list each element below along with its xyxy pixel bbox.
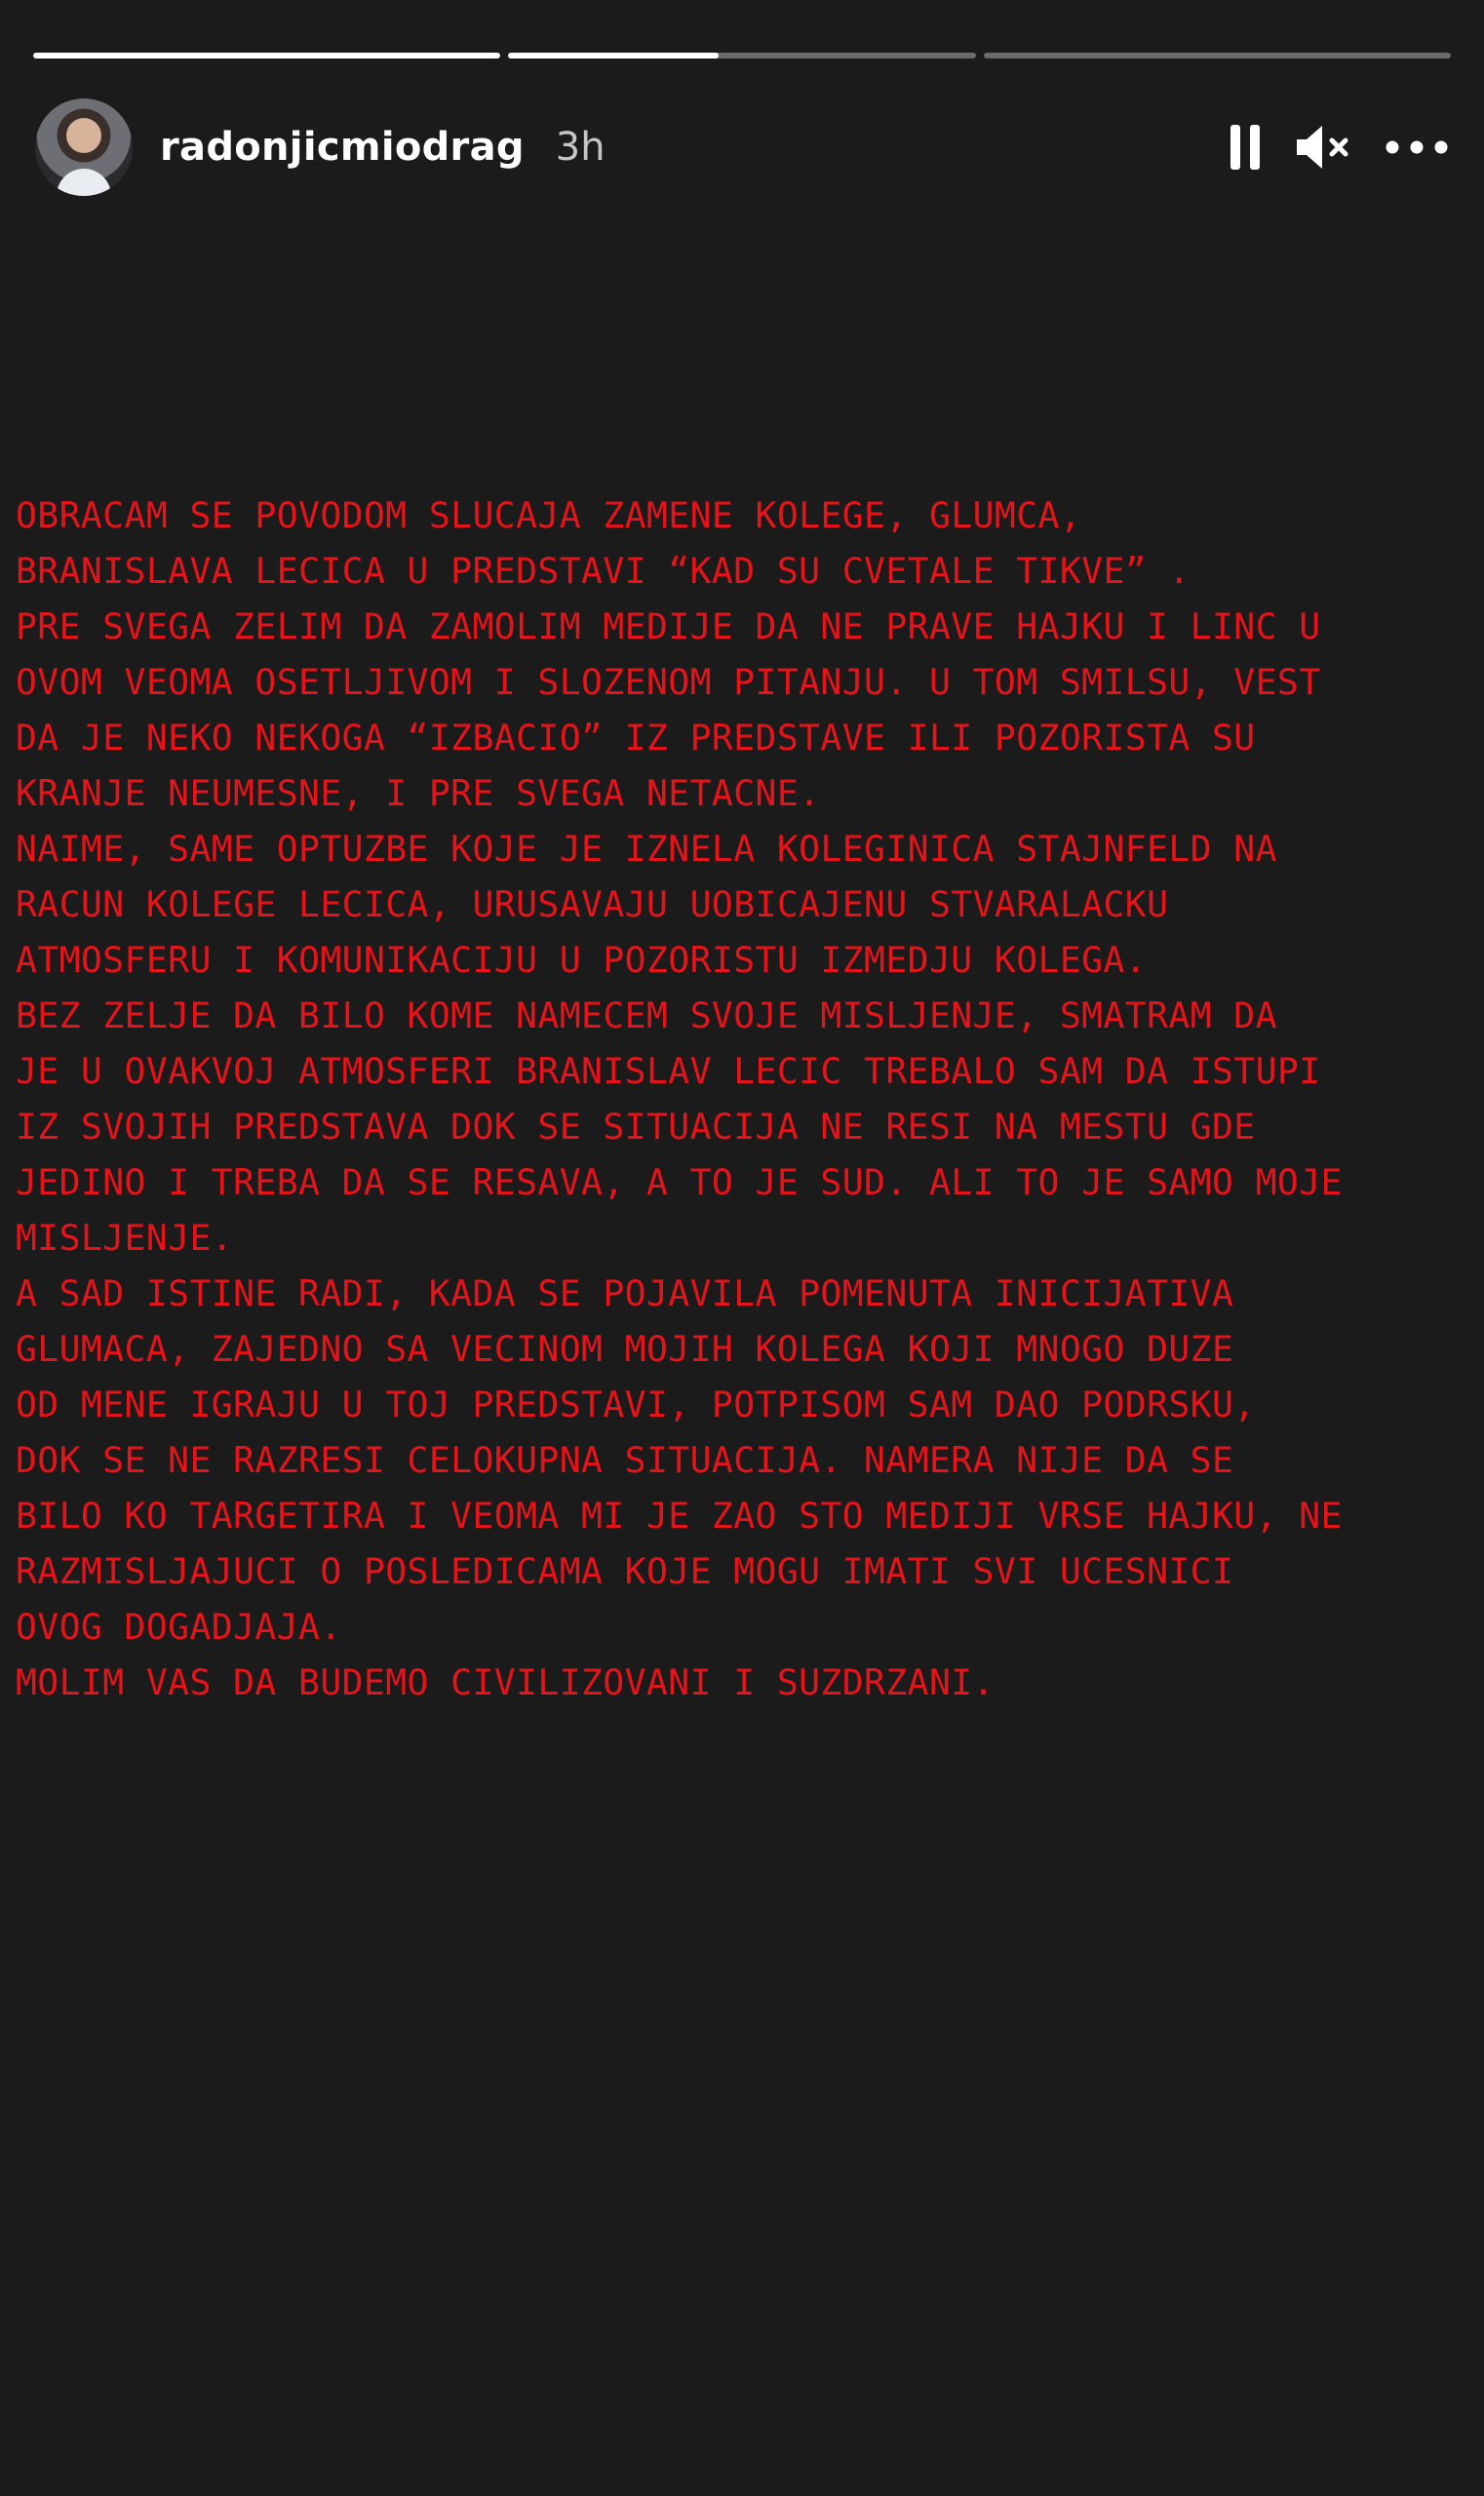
story-text-line: PRE SVEGA ZELIM DA ZAMOLIM MEDIJE DA NE PRAVE HAJKU I LINC U: [16, 605, 1321, 647]
story-text-line: ATMOSFERU I KOMUNIKACIJU U POZORISTU IZMEDJU KOLEGA.: [16, 939, 1148, 981]
story-text-line: JE U OVAKVOJ ATMOSFERI BRANISLAV LECIC TREBALO SAM DA ISTUPI: [16, 1050, 1321, 1092]
story-text-line: DOK SE NE RAZRESI CELOKUPNA SITUACIJA. NAMERA NIJE DA SE: [16, 1439, 1234, 1481]
post-time: 3h: [555, 125, 605, 170]
avatar[interactable]: [35, 98, 133, 196]
story-text-line: OD MENE IGRAJU U TOJ PREDSTAVI, POTPISOM SAM DAO PODRSKU,: [16, 1384, 1256, 1425]
story-header: [35, 94, 1449, 201]
story-text-line: OVOG DOGADJAJA.: [16, 1606, 342, 1648]
story-text-line: GLUMACA, ZAJEDNO SA VECINOM MOJIH KOLEGA KOJI MNOGO DUZE: [16, 1328, 1234, 1370]
username[interactable]: radonjicmiodrag: [160, 125, 525, 170]
story-text-line: MOLIM VAS DA BUDEMO CIVILIZOVANI I SUZDRZANI.: [16, 1661, 995, 1703]
pause-icon[interactable]: [1229, 123, 1262, 172]
story-text-line: BRANISLAVA LECICA U PREDSTAVI “KAD SU CVETALE TIKVE” .: [16, 550, 1191, 592]
story-text-line: MISLJENJE.: [16, 1217, 234, 1259]
story-text-line: OVOM VEOMA OSETLJIVOM I SLOZENOM PITANJU. U TOM SMILSU, VEST: [16, 661, 1321, 703]
story-progress: [33, 53, 1451, 58]
story-text-line: BILO KO TARGETIRA I VEOMA MI JE ZAO STO MEDIJI VRSE HAJKU, NE: [16, 1495, 1343, 1537]
more-horizontal-icon[interactable]: [1385, 137, 1449, 157]
story-text-line: DA JE NEKO NEKOGA “IZBACIO” IZ PREDSTAVE ILI POZORISTA SU: [16, 717, 1256, 759]
progress-segment: [984, 53, 1451, 58]
story-text-line: A SAD ISTINE RADI, KADA SE POJAVILA POMENUTA INICIJATIVA: [16, 1272, 1234, 1314]
story-text-line: OBRACAM SE POVODOM SLUCAJA ZAMENE KOLEGE, GLUMCA,: [16, 494, 1082, 536]
story-text-line: NAIME, SAME OPTUZBE KOJE JE IZNELA KOLEGINICA STAJNFELD NA: [16, 828, 1277, 870]
progress-segment: [33, 53, 500, 58]
story-text-line: RAZMISLJAJUCI O POSLEDICAMA KOJE MOGU IMATI SVI UCESNICI: [16, 1550, 1234, 1592]
story-text-line: BEZ ZELJE DA BILO KOME NAMECEM SVOJE MISLJENJE, SMATRAM DA: [16, 994, 1277, 1036]
story-text: [16, 488, 1478, 1710]
story-text-line: IZ SVOJIH PREDSTAVA DOK SE SITUACIJA NE RESI NA MESTU GDE: [16, 1106, 1256, 1148]
story-controls: [1229, 123, 1449, 172]
story-text-line: KRANJE NEUMESNE, I PRE SVEGA NETACNE.: [16, 772, 821, 814]
progress-segment: [508, 53, 975, 58]
story-text-line: RACUN KOLEGE LECICA, URUSAVAJU UOBICAJENU STVARALACKU: [16, 883, 1169, 925]
muted-speaker-icon[interactable]: [1295, 123, 1351, 172]
story-text-line: JEDINO I TREBA DA SE RESAVA, A TO JE SUD. ALI TO JE SAMO MOJE: [16, 1161, 1343, 1203]
